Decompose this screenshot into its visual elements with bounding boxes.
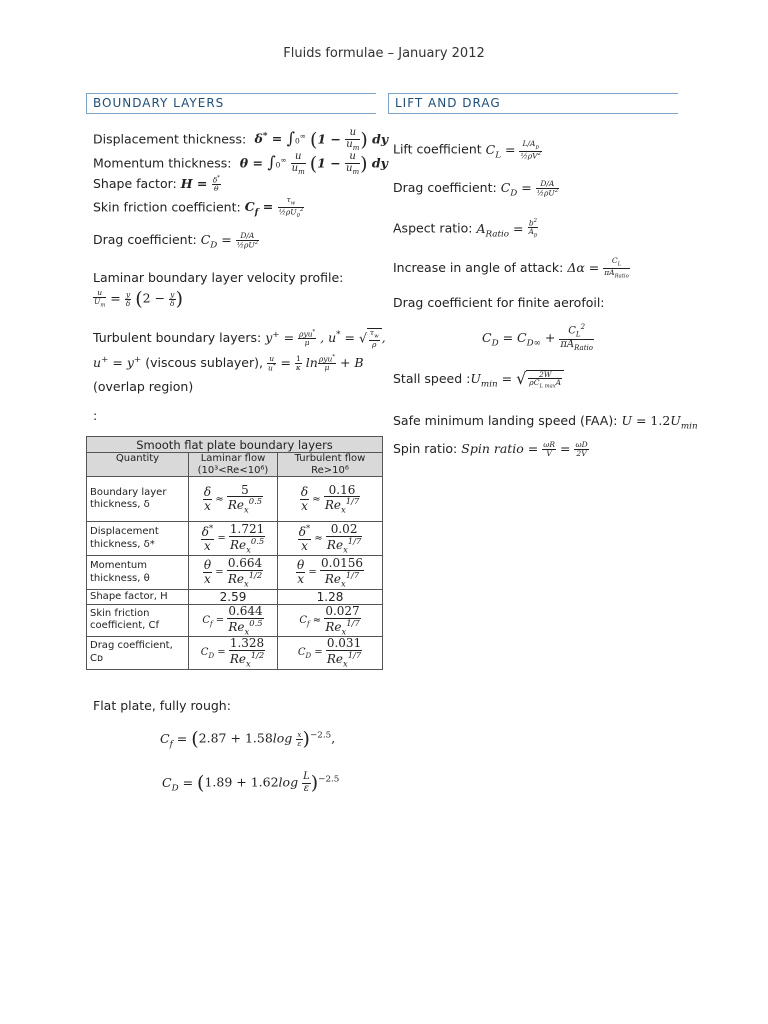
turbulent-formula-2: u+ = y+ (viscous sublayer), $\frac{u}{u^*}$ = $\frac{1}{\kappa}$ ln $\frac{\rho yu^*}{\mu}$ + B	[93, 354, 364, 373]
finite-aerofoil-label: Drag coefficient for finite aerofoil:	[393, 295, 605, 310]
landing-factor: 1.2	[650, 413, 671, 428]
table-row	[87, 477, 383, 522]
lift-label: Lift coefficient	[393, 141, 482, 157]
lift-coefficient-formula: Lift coefficient $C_L$ = $\frac{L/A_p}{\frac{1}{2}\rho V^2}$	[393, 139, 541, 161]
drag-right-label: Drag coefficient:	[393, 180, 497, 196]
shape-label: Shape factor:	[93, 176, 177, 192]
lam-num: 1.721	[229, 522, 265, 537]
overlap-label: (overlap region)	[93, 379, 194, 394]
row-quantity: Displacement thickness, δ*	[87, 522, 189, 556]
drag-coefficient-right-formula: Drag coefficient: $C_D$ = $\frac{D/A}{\frac{1}{2}\rho U^2}$	[393, 179, 559, 199]
laminar-cell: $\frac{\delta}{x}$ ≈ $\frac{5}{Re_x^{0.5}}$	[189, 477, 278, 522]
header-laminar-range: (10³<Re<10⁶)	[197, 464, 269, 476]
turbulent-formula-1: Turbulent boundary layers: y+ = $\frac{\rho yu^*}{\mu}$ , u* = √ $\frac{\tau_w}{\rho}$ ,	[93, 328, 386, 349]
angle-of-attack-formula: Increase in angle of attack: Δα = $\frac{C_L}{\pi A_{Ratio}}$	[393, 256, 629, 280]
section-rule-bottom	[86, 113, 376, 114]
spin-ratio-formula: Spin ratio: Spin ratio = $\frac{\omega R}{V}$ = $\frac{\omega D}{2V}$	[393, 440, 588, 458]
table-row	[87, 605, 383, 637]
skin-friction-formula: Skin friction coefficient: $C_f$ = $\frac{\tau_w}{\frac{1}{2}\rho U_0^2}$	[93, 195, 304, 219]
cd-exponent: −2.5	[318, 774, 340, 785]
row-quantity: Drag coefficient, Cᴅ	[87, 636, 189, 669]
lift-section-rule-bottom	[388, 113, 678, 114]
laminar-cell: 2.59	[189, 590, 278, 605]
cd-a: 1.89	[204, 774, 233, 790]
header-turbulent-label: Turbulent flow	[294, 453, 366, 464]
laminar-cell: $\frac{\delta^*}{x}$ = $\frac{1.721}{Re_x^{0.5}}$	[189, 522, 278, 556]
header-turbulent-range: Re>10⁶	[311, 464, 349, 476]
displacement-thickness-formula: Displacement thickness: δ* = ∫0∞ (1 − $\frac{u}{u_m}$ ) dy	[93, 127, 389, 152]
cf-b: 1.58	[244, 730, 273, 746]
drag-coefficient-formula: Drag coefficient: $C_D$ = $\frac{D/A}{\frac{1}{2}\rho U^2}$	[93, 231, 259, 251]
page-title: Fluids formulae – January 2012	[283, 46, 485, 61]
stall-speed-formula: Stall speed $:U_{min}$ = √ $\frac{2W}{\rho C_{L max}A}$	[393, 369, 564, 390]
header-laminar	[189, 453, 278, 477]
aspect-label: Aspect ratio:	[393, 220, 473, 236]
stall-label: Stall speed :	[393, 371, 471, 387]
landing-label: Safe minimum landing speed (FAA):	[393, 413, 618, 428]
row-quantity: Skin friction coefficient, Cf	[87, 605, 189, 637]
row-quantity: Momentum thickness, θ	[87, 556, 189, 590]
laminar-profile-label: Laminar boundary layer velocity profile:	[93, 270, 344, 285]
laminar-cell: $\frac{\theta}{x}$ = $\frac{0.664}{Re_x^{1/2}}$	[189, 556, 278, 590]
cf-a: 2.87	[198, 730, 227, 746]
boundary-layers-heading: BOUNDARY LAYERS	[93, 96, 225, 110]
turb-num: 0.16	[324, 484, 360, 498]
row-quantity: Boundary layer thickness, δ	[87, 477, 189, 522]
viscous-label: (viscous sublayer),	[145, 355, 263, 371]
turbulent-cell: $\frac{\theta}{x}$ = $\frac{0.0156}{Re_x^{1/7}}$	[278, 556, 383, 590]
drag-label: Drag coefficient:	[93, 232, 197, 248]
turbulent-cell: $C_D$ = $\frac{0.031}{Re_x^{1/7}}$	[278, 636, 383, 669]
landing-speed-formula: Safe minimum landing speed (FAA): $U = 1.2U_{min}$	[393, 413, 698, 432]
turb-num: 0.0156	[321, 556, 363, 571]
lam-num: 0.664	[227, 556, 263, 571]
colon-text: :	[93, 408, 98, 423]
turbulent-label: Turbulent boundary layers:	[93, 329, 262, 345]
lift-drag-heading: LIFT AND DRAG	[395, 96, 501, 110]
turbulent-cell: $\frac{\delta}{x}$ ≈ $\frac{0.16}{Re_x^{1/7}}$	[278, 477, 383, 522]
laminar-cell: $C_D$ = $\frac{1.328}{Re_x^{1/2}}$	[189, 636, 278, 669]
table-row	[87, 522, 383, 556]
cd-b: 1.62	[250, 774, 279, 790]
momentum-label: Momentum thickness:	[93, 155, 232, 171]
header-turbulent	[278, 453, 383, 477]
table-caption: Smooth flat plate boundary layers	[87, 437, 383, 453]
shape-factor-formula: Shape factor: H = $\frac{\delta^*}{\theta}$	[93, 175, 220, 194]
table-row	[87, 636, 383, 669]
section-rule-left	[86, 93, 87, 113]
cf-exponent: −2.5	[309, 730, 332, 741]
rough-cf-formula: $C_f = (2.87 + 1.58\log$ $\frac{x}{\varepsilon}$ )$^{-2.5}$,	[160, 728, 336, 750]
lam-num: 0.644	[228, 604, 263, 618]
finite-aerofoil-formula: $C_D = C_{D\infty}$ + $\frac{C_L^2}{\pi A_{Ratio}}$	[482, 323, 593, 352]
turbulent-cell: $C_f$ ≈ $\frac{0.027}{Re_x^{1/7}}$	[278, 605, 383, 637]
table-row	[87, 556, 383, 590]
turb-num: 0.027	[325, 604, 360, 618]
rough-label: Flat plate, fully rough:	[93, 698, 231, 713]
laminar-cell: $C_f$ = $\frac{0.644}{Re_x^{0.5}}$	[189, 605, 278, 637]
turb-num: 0.02	[326, 523, 362, 537]
lift-section-rule-left	[388, 93, 389, 113]
lam-num: 5	[227, 484, 263, 498]
spin-label: Spin ratio:	[393, 441, 458, 456]
displacement-label: Displacement thickness:	[93, 131, 247, 147]
header-laminar-label: Laminar flow	[200, 453, 266, 464]
skin-label: Skin friction coefficient:	[93, 199, 241, 215]
momentum-thickness-formula: Momentum thickness: θ = ∫0∞ $\frac{u}{u_m}$ (1 − $\frac{u}{u_m}$ ) dy	[93, 151, 388, 176]
attack-label: Increase in angle of attack:	[393, 260, 564, 275]
turbulent-cell: $\frac{\delta^*}{x}$ ≈ $\frac{0.02}{Re_x^{1/7}}$	[278, 522, 383, 556]
laminar-profile-formula: $\frac{u}{U_m}$ = $\frac{y}{\delta}$ (2 − $\frac{y}{\delta}$ )	[94, 288, 183, 310]
turbulent-cell: 1.28	[278, 590, 383, 605]
header-quantity: Quantity	[87, 453, 189, 477]
row-quantity: Shape factor, H	[87, 590, 189, 605]
lam-num: 1.328	[229, 636, 265, 651]
aspect-ratio-formula: Aspect ratio: $A_{Ratio}$ = $\frac{b^2}{A_p}$	[393, 218, 538, 240]
rough-cd-formula: $C_D = (1.89 + 1.62\log$ $\frac{L}{\varepsilon}$ )$^{-2.5}$	[162, 771, 340, 794]
boundary-layer-table	[86, 436, 383, 670]
table-row	[87, 590, 383, 605]
turb-num: 0.031	[326, 636, 362, 651]
